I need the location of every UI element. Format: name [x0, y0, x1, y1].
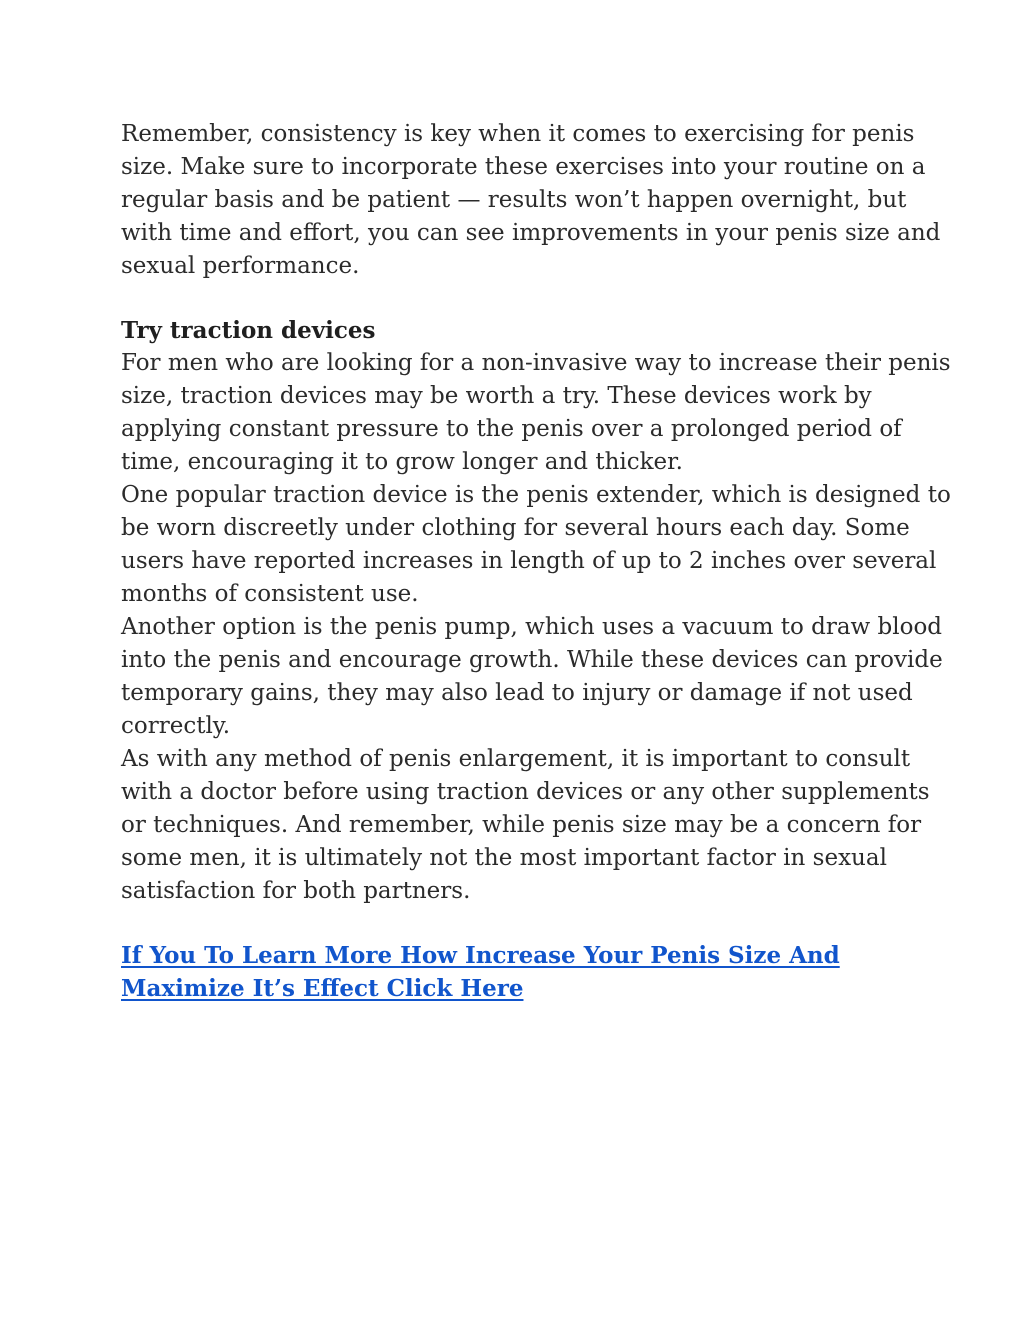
paragraph-spacer [121, 908, 921, 939]
text-line: As with any method of penis enlargement, it is important to consult [121, 746, 911, 772]
intro-paragraph [121, 118, 941, 283]
body-paragraph [121, 611, 943, 743]
text-line: with a doctor before using traction devices or any other supplements [121, 779, 930, 805]
text-line: or techniques. And remember, while penis size may be a concern for [121, 812, 922, 838]
body-paragraph [121, 347, 951, 479]
document-page [121, 118, 951, 1005]
text-line: temporary gains, they may also lead to injury or damage if not used [121, 680, 913, 706]
text-line: correctly. [121, 713, 231, 739]
paragraph-spacer [121, 283, 921, 314]
link-line[interactable]: Maximize It’s Effect Click Here [121, 975, 524, 1002]
text-line: satisfaction for both partners. [121, 878, 471, 904]
text-line: One popular traction device is the penis extender, which is designed to [121, 482, 951, 508]
section-heading: Try traction devices [121, 317, 376, 344]
text-line: For men who are looking for a non-invasive way to increase their penis [121, 350, 951, 376]
text-line: size, traction devices may be worth a try. These devices work by [121, 383, 872, 409]
text-line: time, encouraging it to grow longer and thicker. [121, 449, 683, 475]
text-line: sexual performance. [121, 253, 360, 279]
text-line: size. Make sure to incorporate these exercises into your routine on a [121, 154, 926, 180]
text-line: with time and effort, you can see improvements in your penis size and [121, 220, 941, 246]
text-line: regular basis and be patient — results won’t happen overnight, but [121, 187, 907, 213]
body-paragraph [121, 479, 951, 611]
text-line: users have reported increases in length of up to 2 inches over several [121, 548, 937, 574]
link-line[interactable]: If You To Learn More How Increase Your Penis Size And [121, 942, 840, 969]
learn-more-link[interactable] [121, 939, 921, 1005]
text-line: some men, it is ultimately not the most important factor in sexual [121, 845, 887, 871]
text-line: Another option is the penis pump, which uses a vacuum to draw blood [121, 614, 943, 640]
text-line: months of consistent use. [121, 581, 419, 607]
text-line: Remember, consistency is key when it comes to exercising for penis [121, 121, 915, 147]
text-line: be worn discreetly under clothing for several hours each day. Some [121, 515, 910, 541]
text-line: into the penis and encourage growth. While these devices can provide [121, 647, 943, 673]
text-line: applying constant pressure to the penis over a prolonged period of [121, 416, 902, 442]
body-paragraph [121, 743, 930, 908]
